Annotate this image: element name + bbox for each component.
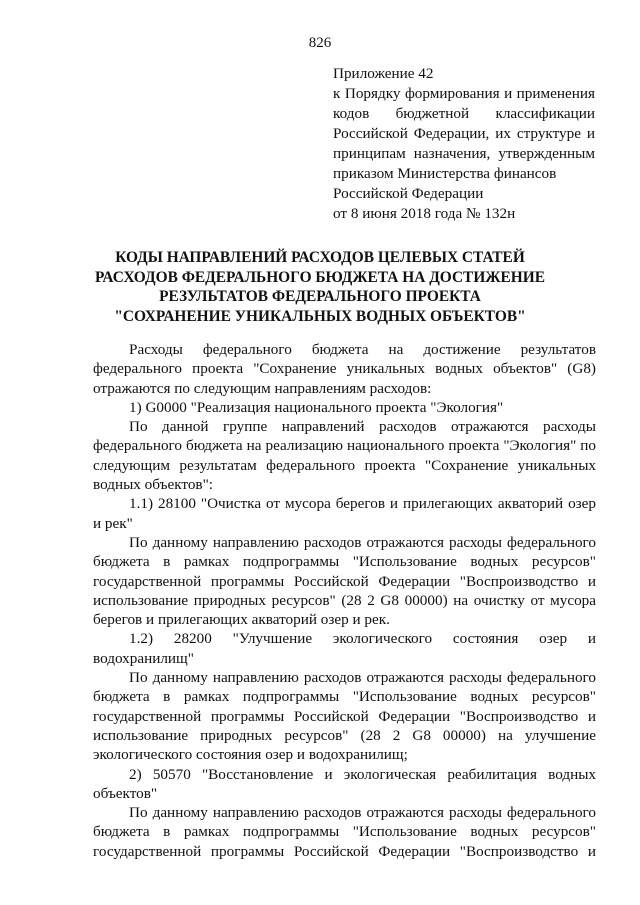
appendix-line: приказом Министерства финансов (333, 165, 557, 182)
body-paragraph: 2) 50570 "Восстановление и экологическая реабилитация водных объектов" (93, 765, 596, 802)
title-line: РЕЗУЛЬТАТОВ ФЕДЕРАЛЬНОГО ПРОЕКТА (159, 288, 481, 305)
appendix-line: Российской Федерации (333, 185, 484, 202)
title-line: КОДЫ НАПРАВЛЕНИЙ РАСХОДОВ ЦЕЛЕВЫХ СТАТЕЙ (115, 249, 525, 266)
appendix-block (333, 64, 595, 224)
appendix-line: принципам назначения, утвержденным (333, 145, 595, 162)
title-line: "СОХРАНЕНИЕ УНИКАЛЬНЫХ ВОДНЫХ ОБЪЕКТОВ" (114, 307, 526, 325)
document-title (60, 248, 580, 326)
body-paragraph: По данному направлению расходов отражаются расходы федерального бюджета в рамках подпрограммы "Использование водных ресурсов" государственной программы Российской Федерации "Воспроизводство и использование природных ресурсов" (28 2 G8 00000) на улучшение экологического состояния озер и водохранилищ; (93, 669, 596, 764)
body-paragraph: По данному направлению расходов отражаются расходы федерального бюджета в рамках подпрограммы "Использование водных ресурсов" государственной программы Российской Федерации "Воспроизводство и использование природных ресурсов" (28 2 G8 00000) на очистку от мусора берегов и прилегающих акваторий озер и рек. (93, 533, 596, 629)
appendix-line: кодов бюджетной классификации (333, 105, 595, 122)
appendix-line: от 8 июня 2018 года № 132н (333, 205, 516, 222)
document-body (93, 340, 596, 861)
appendix-line: к Порядку формирования и применения (333, 85, 595, 102)
body-paragraph: 1.2) 28200 "Улучшение экологического состояния озер и водохранилищ" (93, 630, 596, 667)
appendix-line: Приложение 42 (333, 65, 434, 82)
body-paragraph: 1.1) 28100 "Очистка от мусора берегов и прилегающих акваторий озер и рек" (93, 495, 596, 532)
page-number: 826 (308, 35, 332, 51)
body-paragraph: Расходы федерального бюджета на достижение результатов федерального проекта "Сохранение уникальных водных объектов" (G8) отражаются по следующим направлениям расходов: (93, 341, 596, 397)
title-line: РАСХОДОВ ФЕДЕРАЛЬНОГО БЮДЖЕТА НА ДОСТИЖЕНИЕ (94, 268, 545, 286)
body-paragraph: По данному направлению расходов отражаются расходы федерального бюджета в рамках подпрограммы "Использование водных ресурсов" государственной программы Российской Федерации "Воспроизводство и (93, 804, 596, 860)
body-paragraph: По данной группе направлений расходов отражаются расходы федерального бюджета на реализацию национального проекта "Экология" по следующим результатам федерального проекта "Сохранение уникальных водных объектов": (93, 418, 596, 494)
body-paragraph: 1) G0000 "Реализация национального проекта "Экология" (129, 398, 504, 416)
appendix-line: Российской Федерации, их структуре и (333, 125, 595, 142)
